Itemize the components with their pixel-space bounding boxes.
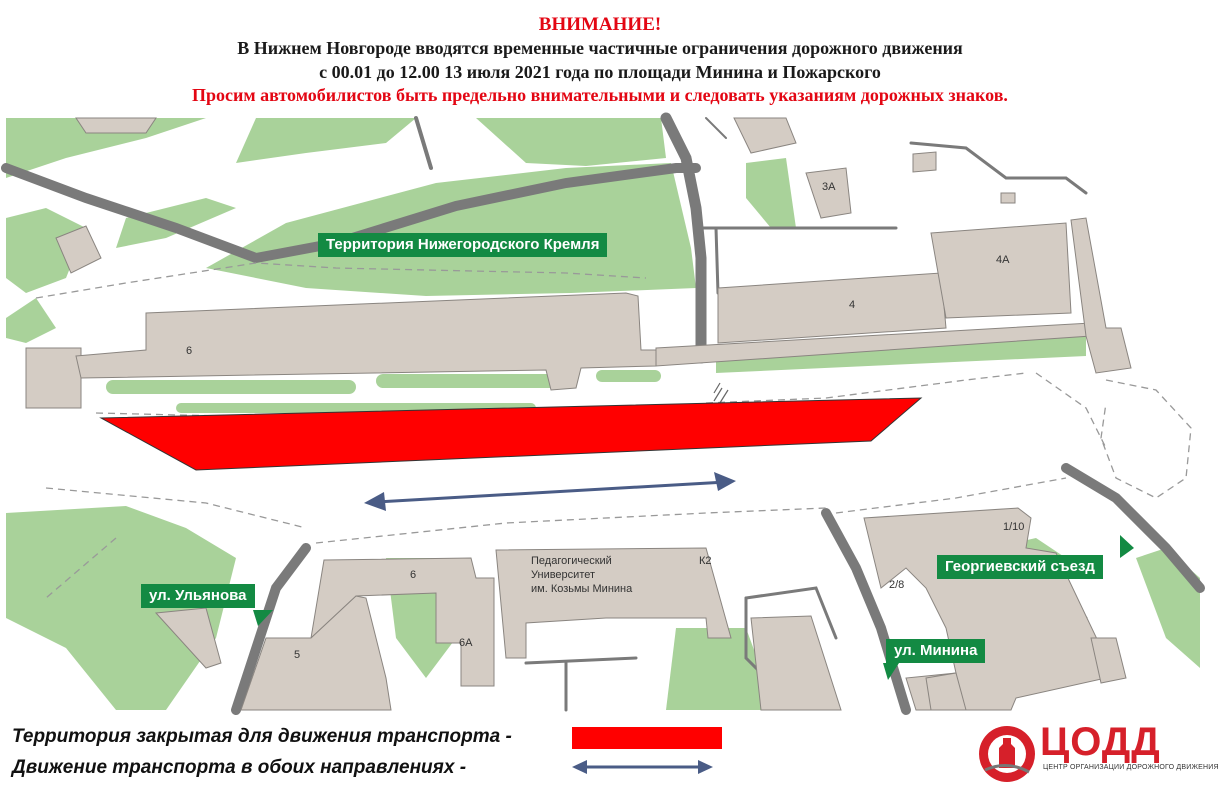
- building-number-4a: 4А: [996, 254, 1010, 266]
- warning-line: Просим автомобилистов быть предельно внимательными и следовать указаниям дорожных знаков.: [192, 85, 1008, 105]
- building-number-6-top: 6: [186, 345, 193, 357]
- university-name-line-1: Педагогический: [531, 555, 612, 567]
- legend-both-ways-text: Движение транспорта в обоих направлениях -: [12, 757, 467, 778]
- logo-name: ЦОДД: [1040, 720, 1161, 764]
- map: [6, 118, 1200, 710]
- building-number-6-bottom: 6: [410, 569, 417, 581]
- attention-title: ВНИМАНИЕ!: [538, 14, 662, 35]
- legend-closed-swatch: [572, 727, 722, 749]
- building-number-5: 5: [294, 649, 301, 661]
- legend-closed-text: Территория закрытая для движения транспорта -: [12, 726, 512, 747]
- announcement-line-2: с 00.01 до 12.00 13 июля 2021 года по площади Минина и Пожарского: [319, 62, 881, 82]
- header: [0, 0, 1200, 114]
- building-number-4: 4: [849, 299, 856, 311]
- university-name-line-3: им. Козьмы Минина: [531, 583, 633, 595]
- building-number-k2: К2: [699, 555, 712, 567]
- building-number-3a: 3А: [822, 181, 836, 193]
- label-georgievsky-descent: Георгиевский съезд: [937, 555, 1103, 579]
- building-number-1-10: 1/10: [1003, 521, 1025, 533]
- label-kremlin-territory: Территория Нижегородского Кремля: [318, 233, 607, 257]
- university-name-line-2: Университет: [531, 569, 596, 581]
- building-number-6a: 6А: [459, 637, 473, 649]
- announcement-line-1: В Нижнем Новгороде вводятся временные частичные ограничения дорожного движения: [237, 38, 963, 58]
- building-number-2-8: 2/8: [889, 579, 905, 591]
- legend-two-way-arrow: [570, 756, 715, 778]
- logo-subtitle: ЦЕНТР ОРГАНИЗАЦИИ ДОРОЖНОГО ДВИЖЕНИЯ: [1043, 764, 1219, 771]
- label-ulyanova-street: ул. Ульянова: [141, 584, 255, 608]
- label-minina-street: ул. Минина: [886, 639, 985, 663]
